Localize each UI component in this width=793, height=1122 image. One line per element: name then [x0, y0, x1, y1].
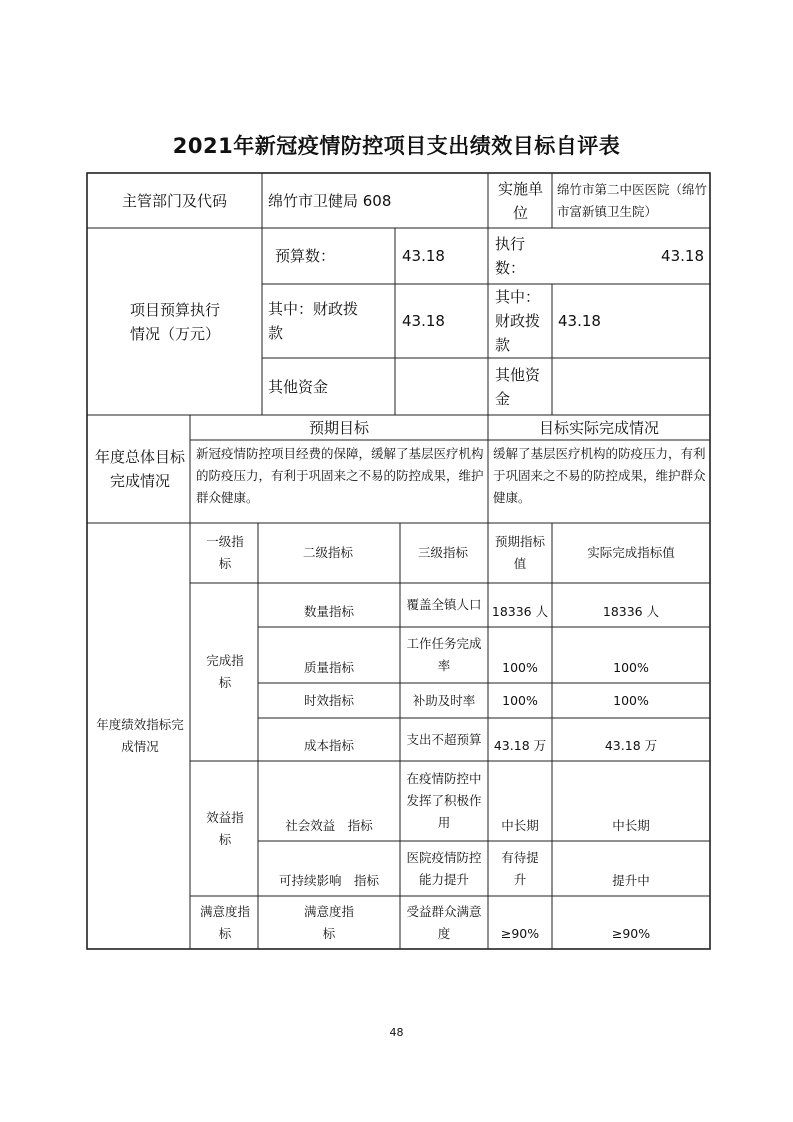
table-cell-expected: 43.18 万	[493, 738, 547, 753]
table-cell-level3: 医院疫情防控能力提升	[406, 849, 482, 887]
unit-value: 绵竹市第二中医医院（绵竹市富新镇卫生院）	[557, 181, 708, 219]
other-label: 其他资金	[268, 377, 329, 396]
table-cell-actual: 100%	[613, 660, 649, 675]
group-satisfaction-label: 满意度指标	[199, 903, 250, 941]
fiscal-exec-value: 43.18	[558, 312, 601, 330]
other-value	[402, 358, 486, 415]
other-exec-label: 其他资金	[495, 365, 541, 408]
table-cell-expected: 18336 人	[491, 604, 549, 619]
budget-label: 预算数：	[275, 247, 336, 265]
table-cell-level3: 工作任务完成率	[406, 636, 482, 673]
col-header-level1: 一级指标	[206, 534, 244, 571]
table-cell-level3: 补助及时率	[412, 692, 476, 708]
dept-value: 绵竹市卫健局 608	[268, 191, 392, 210]
table-cell-level3: 受益群众满意度	[406, 903, 482, 941]
col-header-level3: 三级指标	[417, 545, 468, 560]
budget-value: 43.18	[402, 247, 445, 265]
table-cell-actual: 提升中	[612, 873, 650, 888]
table-cell-expected: 有待提升	[501, 849, 539, 887]
table-cell-expected: 100%	[502, 692, 538, 708]
fiscal-exec-label: 其中：财政拨款	[495, 288, 541, 354]
exec-label: 执行数：	[495, 235, 526, 277]
group-completion-label: 完成指标	[206, 653, 244, 690]
expected-goal-text: 新冠疫情防控项目经费的保障，缓解了基层医疗机构的防疫压力，有利于巩固来之不易的防控成果，维护群众健康。	[196, 446, 484, 505]
table-cell-expected: ≥90%	[500, 926, 540, 941]
table-cell-level2: 社会效益 指标	[285, 818, 373, 833]
group-benefit-label: 效益指标	[206, 809, 244, 847]
exec-value: 43.18	[661, 247, 704, 265]
col-header-actual: 实际完成指标值	[587, 545, 675, 560]
table-cell-level2: 可持续影响 指标	[278, 873, 379, 888]
page-number: 48	[389, 1026, 404, 1039]
expected-goal-header: 预期目标	[308, 418, 369, 437]
table-cell-level2: 数量指标	[303, 604, 354, 619]
table-cell-level3: 支出不超预算	[406, 731, 482, 747]
dept-label: 主管部门及代码	[121, 191, 227, 210]
budget-section-label: 项目预算执行情况（万元）	[129, 300, 220, 343]
table-cell-expected: 100%	[502, 660, 538, 675]
table-cell-actual: ≥90%	[611, 926, 651, 941]
goals-section-label: 年度总体目标完成情况	[95, 448, 186, 490]
table-cell-expected: 中长期	[501, 818, 539, 833]
table-cell-actual: 18336 人	[602, 604, 660, 619]
actual-goal-text: 缓解了基层医疗机构的防疫压力，有利于巩固来之不易的防控成果，维护群众健康。	[493, 446, 706, 505]
fiscal-label: 其中：财政拨款	[268, 300, 359, 342]
unit-label: 实施单位	[497, 179, 543, 222]
table-cell-level2: 质量指标	[303, 660, 354, 675]
table-cell-actual: 100%	[613, 692, 649, 708]
table-cell-actual: 43.18 万	[604, 738, 658, 753]
table-cell-level2: 成本指标	[303, 738, 354, 753]
table-cell-level2: 满意度指标	[303, 903, 354, 941]
table-cell-actual: 中长期	[612, 818, 650, 833]
actual-goal-header: 目标实际完成情况	[538, 418, 659, 437]
table-cell-level3: 覆盖全镇人口	[406, 597, 482, 612]
other-exec-value	[558, 358, 706, 415]
table-cell-level3: 在疫情防控中发挥了积极作用	[406, 771, 482, 830]
col-header-level2: 二级指标	[302, 545, 353, 560]
table-cell-level2: 时效指标	[303, 692, 354, 708]
fiscal-value: 43.18	[402, 312, 445, 330]
page-title: 2021年新冠疫情防控项目支出绩效目标自评表	[172, 134, 621, 158]
performance-section-label: 年度绩效指标完成情况	[96, 717, 184, 754]
col-header-expected: 预期指标值	[494, 534, 545, 571]
